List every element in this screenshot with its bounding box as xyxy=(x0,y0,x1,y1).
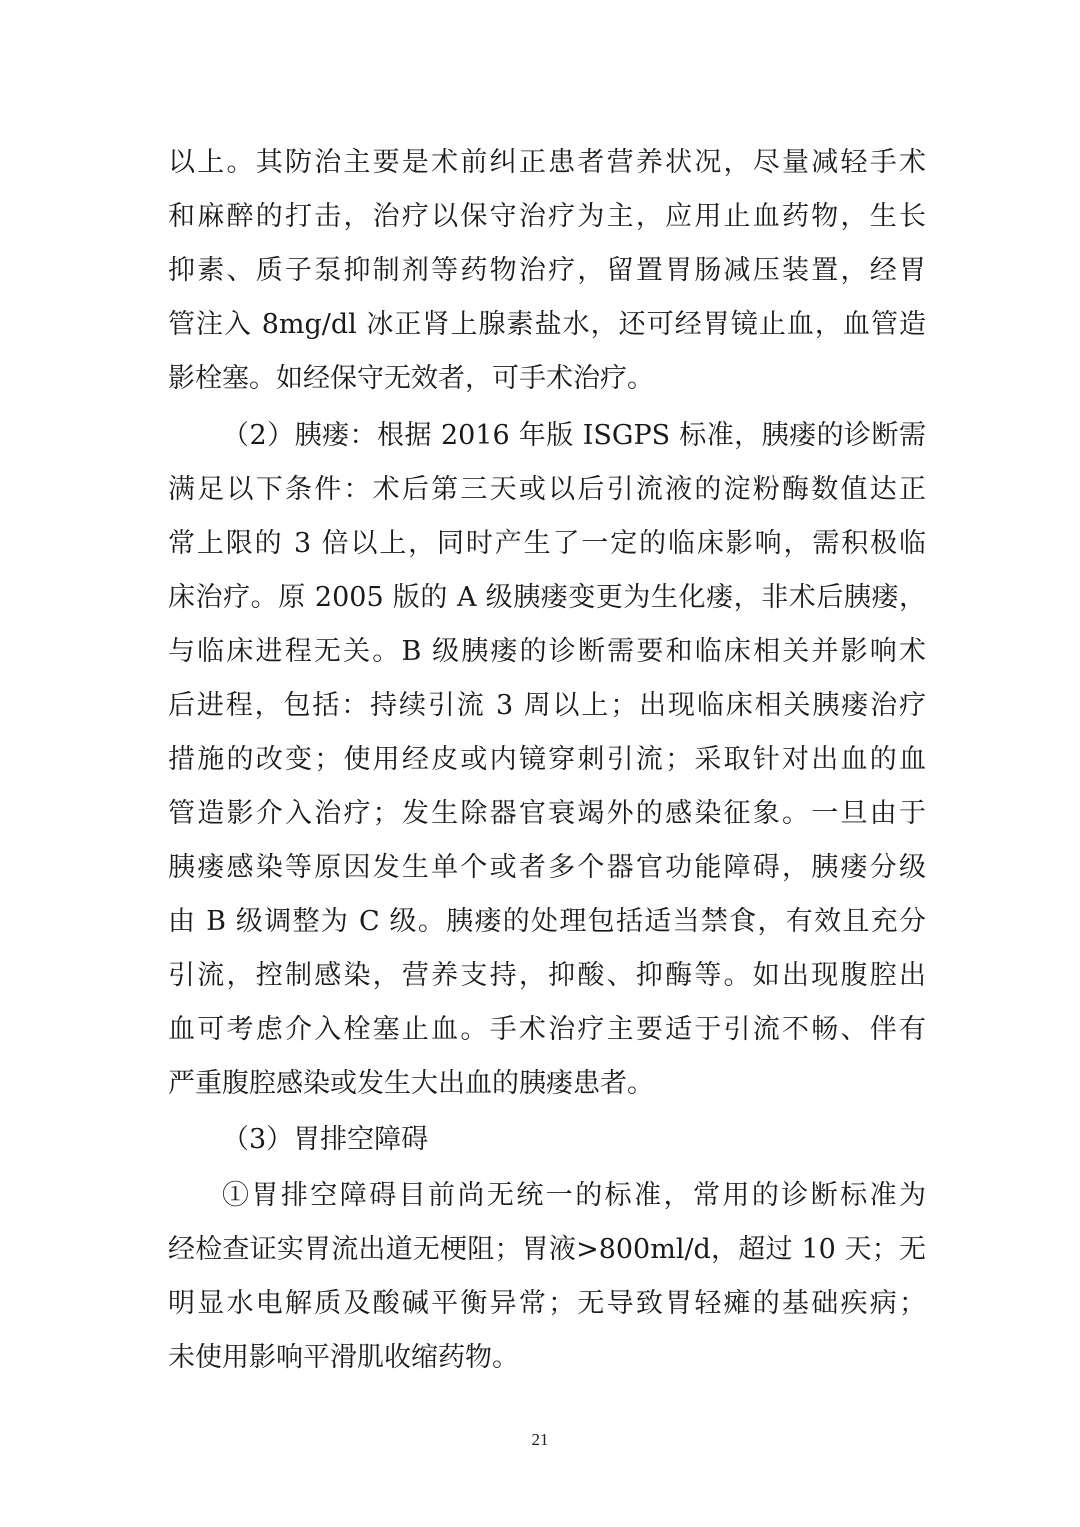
text-line: 管造影介入治疗；发生除器官衰竭外的感染征象。一旦由于 xyxy=(168,798,926,829)
text-line: 后进程，包括：持续引流 3 周以上；出现临床相关胰瘘治疗 xyxy=(168,690,926,721)
text-line: 床治疗。原 2005 版的 A 级胰瘘变更为生化瘘，非术后胰瘘， xyxy=(168,582,926,613)
text-line: 管注入 8mg/dl 冰正肾上腺素盐水，还可经胃镜止血，血管造 xyxy=(168,309,926,340)
text-line: 满足以下条件：术后第三天或以后引流液的淀粉酶数值达正 xyxy=(168,474,926,505)
text-line: 以上。其防治主要是术前纠正患者营养状况，尽量减轻手术 xyxy=(168,147,926,178)
text-line: 胰瘘感染等原因发生单个或者多个器官功能障碍，胰瘘分级 xyxy=(168,852,926,883)
text-line: 引流，控制感染，营养支持，抑酸、抑酶等。如出现腹腔出 xyxy=(168,960,926,991)
text-line: 严重腹腔感染或发生大出血的胰瘘患者。 xyxy=(168,1068,654,1099)
text-line: 抑素、质子泵抑制剂等药物治疗，留置胃肠减压装置，经胃 xyxy=(168,255,926,286)
text-line: 经检查证实胃流出道无梗阻；胃液>800ml/d，超过 10 天；无 xyxy=(168,1234,926,1265)
text-line: 由 B 级调整为 C 级。胰瘘的处理包括适当禁食，有效且充分 xyxy=(168,906,926,937)
text-line: 常上限的 3 倍以上，同时产生了一定的临床影响，需积极临 xyxy=(168,528,926,559)
text-line: 血可考虑介入栓塞止血。手术治疗主要适于引流不畅、伴有 xyxy=(168,1014,926,1045)
page-number: 21 xyxy=(531,1430,549,1449)
section-heading-pancreatic-fistula: （2）胰瘘：根据 2016 年版 ISGPS 标准，胰瘘的诊断需 xyxy=(222,420,926,451)
text-line: ①胃排空障碍目前尚无统一的标准，常用的诊断标准为 xyxy=(222,1180,926,1211)
text-line: 未使用影响平滑肌收缩药物。 xyxy=(168,1342,519,1373)
text-line: 明显水电解质及酸碱平衡异常；无导致胃轻瘫的基础疾病； xyxy=(168,1288,926,1319)
text-line: 措施的改变；使用经皮或内镜穿刺引流；采取针对出血的血 xyxy=(168,744,926,775)
text-line: 影栓塞。如经保守无效者，可手术治疗。 xyxy=(168,363,654,394)
text-line: 与临床进程无关。B 级胰瘘的诊断需要和临床相关并影响术 xyxy=(168,636,926,667)
section-heading-gastric-emptying: （3）胃排空障碍 xyxy=(222,1124,429,1155)
text-line: 和麻醉的打击，治疗以保守治疗为主，应用止血药物，生长 xyxy=(168,201,926,232)
